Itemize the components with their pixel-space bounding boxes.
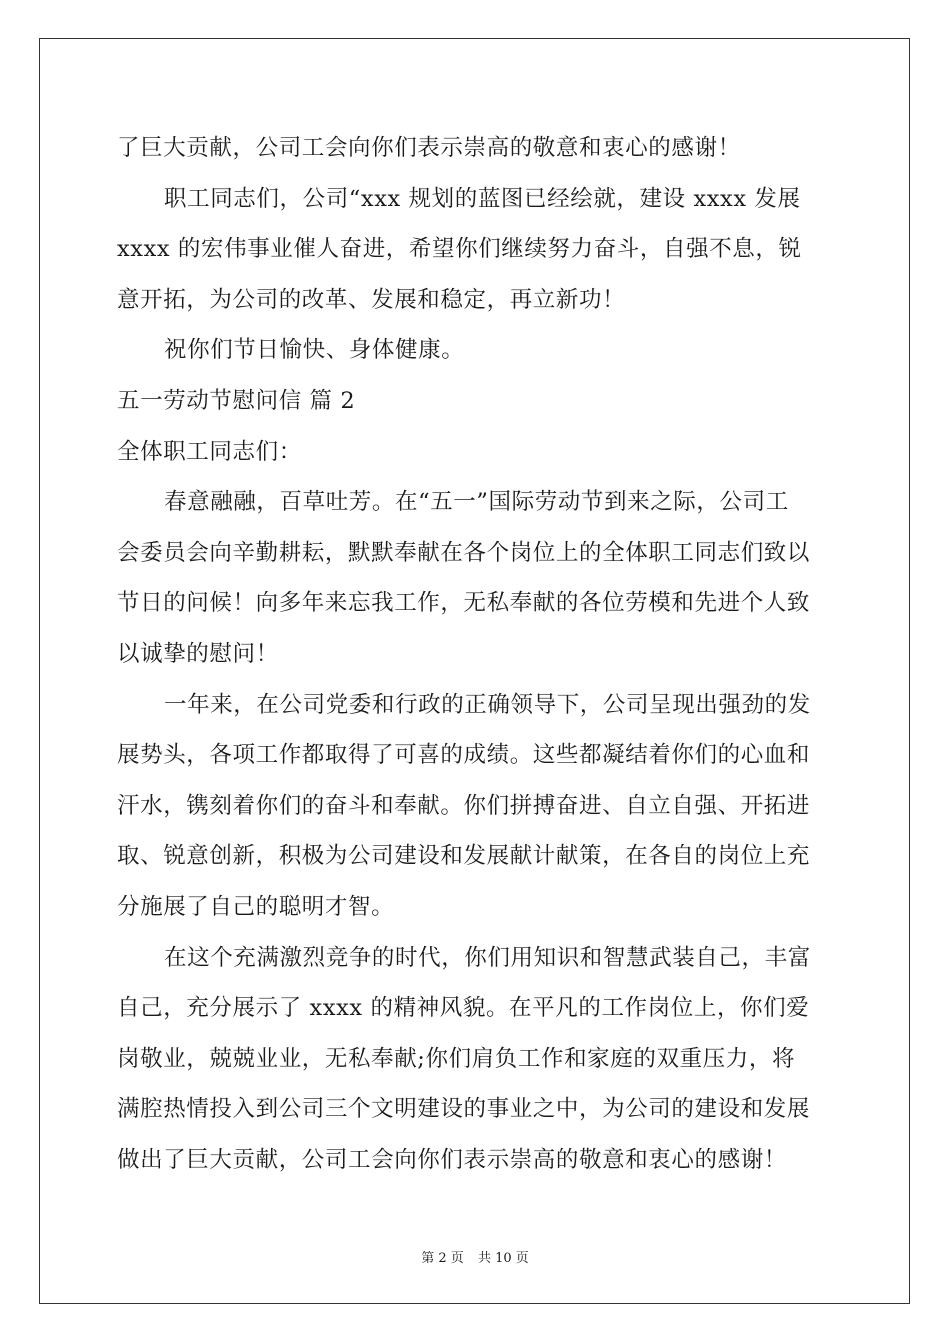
page-footer xyxy=(0,1247,950,1266)
text-line: 做出了巨大贡献，公司工会向你们表示崇高的敬意和衷心的感谢！ xyxy=(117,1146,787,1173)
paragraph-start-line: 职工同志们，公司“xxx 规划的蓝图已经绘就，建设 xxxx 发展 xyxy=(164,185,801,212)
paragraph-start-line: 一年来，在公司党委和行政的正确领导下，公司呈现出强劲的发 xyxy=(164,691,811,718)
text-line: 以诚挚的慰问！ xyxy=(117,640,279,667)
paragraph-start-line: 祝你们节日愉快、身体健康。 xyxy=(164,337,465,364)
text-line: 分施展了自己的聪明才智。 xyxy=(117,893,395,920)
text-line: 汗水，镌刻着你们的奋斗和奉献。你们拼搏奋进、自立自强、开拓进 xyxy=(117,792,811,819)
text-line: 取、锐意创新，积极为公司建设和发展献计献策，在各自的岗位上充 xyxy=(117,843,811,870)
text-line: 节日的问候！向多年来忘我工作，无私奉献的各位劳模和先进个人致 xyxy=(117,590,811,617)
section-title: 五一劳动节慰问信 篇 2 xyxy=(117,387,356,414)
paragraph-start-line: 在这个充满激烈竞争的时代，你们用知识和智慧武装自己，丰富 xyxy=(164,944,811,971)
current-page-label: 第 2 页 xyxy=(421,1251,464,1266)
text-line: 展势头，各项工作都取得了可喜的成绩。这些都凝结着你们的心血和 xyxy=(117,742,811,769)
text-line: 岗敬业，兢兢业业，无私奉献;你们肩负工作和家庭的双重压力，将 xyxy=(117,1045,796,1072)
document-body xyxy=(117,123,837,1185)
total-pages-label: 共 10 页 xyxy=(477,1251,529,1266)
text-line: 会委员会向辛勤耕耘，默默奉献在各个岗位上的全体职工同志们致以 xyxy=(117,539,811,566)
text-line: xxxx 的宏伟事业催人奋进，希望你们继续努力奋斗，自强不息，锐 xyxy=(117,236,802,263)
paragraph-start-line: 春意融融，百草吐芳。在“五一”国际劳动节到来之际，公司工 xyxy=(164,489,789,516)
text-line: 满腔热情投入到公司三个文明建设的事业之中，为公司的建设和发展 xyxy=(117,1096,811,1123)
text-line: 意开拓，为公司的改革、发展和稳定，再立新功！ xyxy=(117,286,626,313)
text-line: 自己，充分展示了 xxxx 的精神风貌。在平凡的工作岗位上，你们爱 xyxy=(117,995,810,1022)
salutation: 全体职工同志们： xyxy=(117,438,302,465)
text-line: 了巨大贡献，公司工会向你们表示崇高的敬意和衷心的感谢！ xyxy=(117,135,741,161)
